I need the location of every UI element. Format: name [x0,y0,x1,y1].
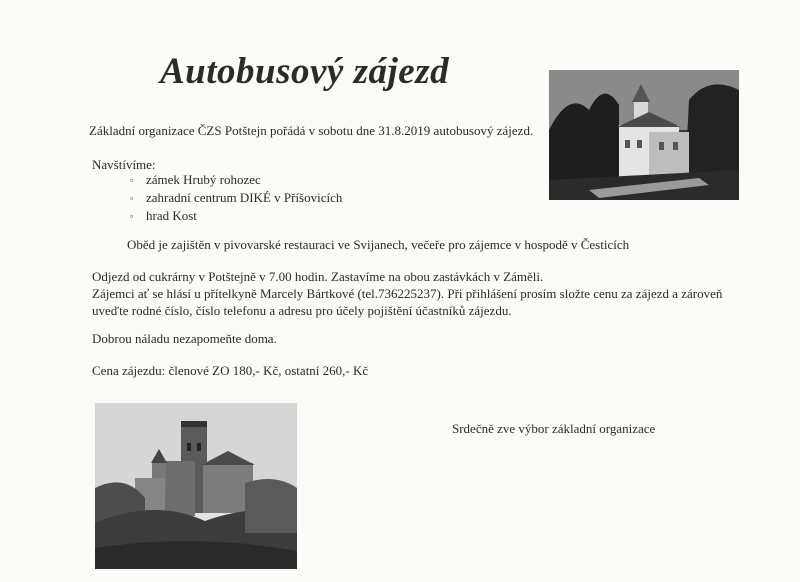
visit-list [130,171,342,225]
list-item: ▫ zahradní centrum DIKÉ v Příšovicích [130,190,343,205]
visit-heading: Navštívíme: [92,157,156,172]
lunch-text: Oběd je zajištěn v pivovarské restauraci ve Svijanech, večeře pro zájemce v hospodě v Česticích [127,237,630,252]
registration-notice: Zájemci ať se hlásí u přítelkyně Marcely Bártkové (tel.736225237). Při přihlášení prosím složte cenu za zájezd a zároveň uveďte rodné číslo, číslo telefonu a adresu pro účely pojištění účastníků zájezdu. [92,286,723,318]
mood-text: Dobrou náladu nezapomeňte doma. [92,331,277,346]
bullet-icon: ▫ [130,193,134,203]
chateau-photo [549,70,739,200]
bullet-icon: ▫ [130,175,134,185]
list-item: ▫ zámek Hrubý rohozec [130,172,261,187]
flyer-title: Autobusový zájezd [160,51,450,92]
castle-photo [95,403,297,569]
invitation-text: Srdečně zve výbor základní organizace [452,421,656,436]
departure-text: Odjezd od cukrárny v Potštejně v 7.00 hodin. Zastavíme na obou zastávkách v Záměli. [92,269,544,284]
intro-text: Základní organizace ČZS Potštejn pořádá v sobotu dne 31.8.2019 autobusový zájezd. [89,123,534,138]
bullet-icon: ▫ [130,211,134,221]
list-item: ▫ hrad Kost [130,208,197,223]
price-text: Cena zájezdu: členové ZO 180,- Kč, ostatní 260,- Kč [92,363,369,378]
